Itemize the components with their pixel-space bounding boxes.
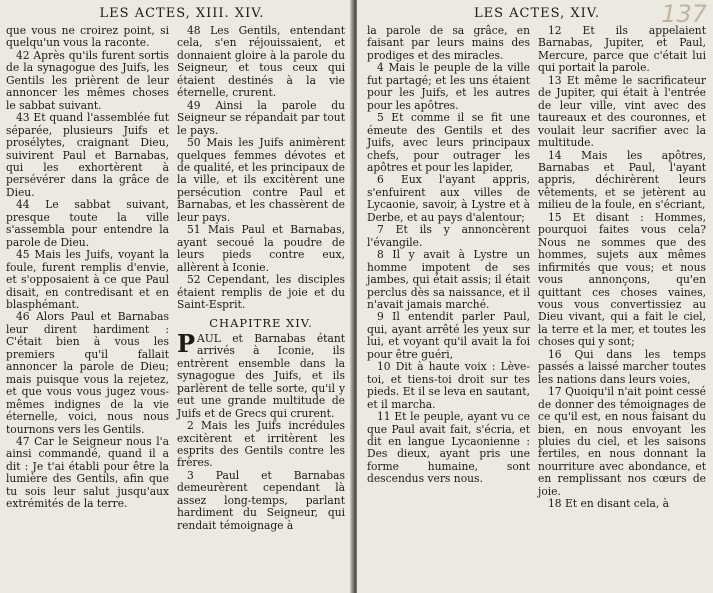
verse: [367, 174, 530, 224]
left-column-1: [6, 25, 169, 532]
verse: [177, 137, 345, 224]
verse-text: 49 Ainsi la parole du Seigneur se répandait par tout le pays.: [177, 98, 345, 137]
right-column-2: [538, 25, 706, 511]
verse: [367, 249, 530, 311]
verse: [538, 212, 706, 349]
verse-text: 11 Et le peuple, ayant vu ce que Paul avait fait, s'écria, et dit en langue Lycaonienne : Des dieux, ayant pris une forme humaine, sont descendus vers nous.: [367, 410, 530, 486]
verse-text: 17 Quoiqu'il n'ait point cessé de donner des témoignages de ce qu'il est, en nous faisant du bien, en nous envoyant les pluies du ciel, et les saisons fertiles, en nous donnant la nourriture avec abondance, et en remplissant nos cœurs de joie.: [538, 385, 706, 498]
verse-text: la parole de sa grâce, en faisant par leurs mains des prodiges et des miracles.: [367, 24, 530, 62]
chapter-xiv-verses: [177, 328, 345, 532]
verse: [367, 224, 530, 249]
verse-text: 10 Dit à haute voix : Lève-toi, et tiens-toi droit sur tes pieds. Et il se leva en sautant, et il marcha.: [367, 360, 530, 411]
verse-text: 46 Alors Paul et Barnabas leur dirent hardiment : C'était bien à vous les premiers qu'il fallait annoncer la parole de Dieu; mais puisque vous la rejetez, et que vous vous jugez vous-mêmes indignes de la vie éternelle, voici, nous nous tournons vers les Gentils.: [6, 310, 169, 436]
verse-text: 2 Mais les Juifs incrédules excitèrent et irritèrent les esprits des Gentils contre les frères.: [177, 419, 345, 470]
verse-text: que vous ne croirez point, si quelqu'un vous la raconte.: [6, 24, 169, 50]
right-page: [357, 0, 713, 593]
verse-text: 52 Cependant, les disciples étaient remplis de joie et du Saint-Esprit.: [177, 273, 345, 311]
verse-text: 12 Et ils appelaient Barnabas, Jupiter, et Paul, Mercure, parce que c'était lui qui portait la parole.: [538, 24, 706, 75]
verse-text: 7 Et ils y annoncèrent l'évangile.: [367, 223, 530, 249]
verse: [538, 75, 706, 150]
verse-text: 9 Il entendit parler Paul, qui, ayant arrêté les yeux sur lui, et voyant qu'il avait la foi pour être guéri,: [367, 310, 530, 361]
verse-text: 48 Les Gentils, entendant cela, s'en réjouissaient, et donnaient gloire à la parole du Seigneur, et tous ceux qui étaient destinés à la vie éternelle, crurent.: [177, 24, 345, 100]
verse: [538, 25, 706, 75]
chapter-title: CHAPITRE XIV.: [209, 316, 313, 331]
verse: [177, 328, 345, 420]
verse: [177, 274, 345, 311]
verse-text: 4 Mais le peuple de la ville fut partagé; et les uns étaient pour les Juifs, et les autres pour les apôtres.: [367, 61, 530, 112]
verse: [177, 224, 345, 274]
verse-text: 8 Il y avait à Lystre un homme impotent de ses jambes, qui était assis; il était perclus dès sa naissance, et il n'avait jamais marché.: [367, 248, 530, 311]
verse-text: 14 Mais les apôtres, Barnabas et Paul, l'ayant appris, déchirèrent leurs vêtements, et se jetèrent au milieu de la foule, en s'écriant,: [538, 148, 706, 212]
verse: [6, 436, 169, 511]
right-page-columns: [367, 25, 707, 511]
verse: [538, 150, 706, 212]
verse: [538, 386, 706, 498]
verse: [367, 25, 530, 62]
left-page-columns: [6, 25, 348, 532]
verse: [367, 62, 530, 112]
verse-text: 47 Car le Seigneur nous l'a ainsi commandé, quand il a dit : Je t'ai établi pour être la lumière des Gentils, afin que tu sois leur salut jusqu'aux extrémités de la terre.: [6, 434, 169, 511]
verse-text: 5 Et comme il se fit une émeute des Gentils et des Juifs, avec leurs principaux chefs, pour outrager les apôtres et pour les lapider,: [367, 111, 530, 174]
verse: [367, 311, 530, 361]
verse: [6, 249, 169, 311]
verse-text: 16 Qui dans les temps passés a laissé marcher toutes les nations dans leurs voies,: [538, 347, 706, 386]
left-column-2-verses: [177, 25, 345, 311]
right-page-header: LES ACTES, XIV.: [473, 6, 600, 21]
verse-text: 45 Mais les Juifs, voyant la foule, furent remplis d'envie, et s'opposaient à ce que Paul disait, en contredisant et en blasphémant.: [6, 248, 169, 311]
left-page-header: LES ACTES, XIII. XIV.: [99, 6, 265, 21]
verse: [6, 311, 169, 436]
right-column-1: [367, 25, 530, 511]
left-column-2: [177, 25, 345, 532]
verse-text: AUL et Barnabas étant arrivés à Iconie, ils entrèrent ensemble dans la synagogue des Juifs, et ils parlèrent de telle sorte, qu'il y eut une grande multitude de Juifs et de Grecs qui crurent.: [177, 331, 345, 420]
verse: [367, 411, 530, 486]
verse-text: 50 Mais les Juifs animèrent quelques femmes dévotes et de qualité, et les principaux de la ville, et ils excitèrent une persécution contre Paul et Barnabas, et les chassèrent de leur pays.: [177, 136, 345, 224]
verse: [538, 349, 706, 386]
verse-text: 44 Le sabbat suivant, presque toute la ville s'assembla pour entendre la parole de Dieu.: [6, 198, 169, 249]
handwritten-page-number: 137: [661, 0, 707, 28]
verse: [6, 25, 169, 50]
verse-text: 6 Eux l'ayant appris, s'enfuirent aux villes de Lycaonie, savoir, à Lystre et à Derbe, et au pays d'alentour;: [367, 173, 530, 224]
verse-text: 15 Et disant : Hommes, pourquoi faites vous cela? Nous ne sommes que des hommes, sujets aux mêmes infirmités que vous; et nous vous annonçons, qu'en quittant ces choses vaines, vous vous convertissiez au Dieu vivant, qui a fait le ciel, la terre et la mer, et toutes les choses qui y sont;: [538, 210, 706, 349]
verse-text: 51 Mais Paul et Barnabas, ayant secoué la poudre de leurs pieds contre eux, allèrent à Iconie.: [177, 223, 345, 274]
verse-text: 43 Et quand l'assemblée fut séparée, plusieurs Juifs et prosélytes, craignant Dieu, suivirent Paul et Barnabas, qui les exhortèrent à persévérer dans la grâce de Dieu.: [6, 111, 169, 199]
verse: [177, 420, 345, 470]
verse-text: 13 Et même le sacrificateur de Jupiter, qui était à l'entrée de leur ville, vint avec des taureaux et des couronnes, et voulait leur sacrifier avec la multitude.: [538, 73, 706, 150]
verse: [6, 50, 169, 112]
verse: [367, 112, 530, 174]
verse: [177, 25, 345, 100]
verse: [177, 100, 345, 137]
verse: [6, 199, 169, 249]
verse: [367, 361, 530, 411]
verse-text: 3 Paul et Barnabas demeurèrent cependant là assez long-temps, parlant hardiment du Seigneur, qui rendait témoignage à: [177, 468, 345, 532]
verse: [538, 498, 706, 510]
left-page: [0, 0, 352, 593]
verse: [6, 112, 169, 199]
verse: [177, 470, 345, 532]
verse-text: 18 Et en disant cela, à: [548, 497, 670, 511]
dropcap-letter: P: [177, 328, 196, 358]
verse-text: 42 Après qu'ils furent sortis de la synagogue des Juifs, les Gentils les prièrent de leur annoncer les mêmes choses le sabbat suivant.: [6, 48, 169, 112]
